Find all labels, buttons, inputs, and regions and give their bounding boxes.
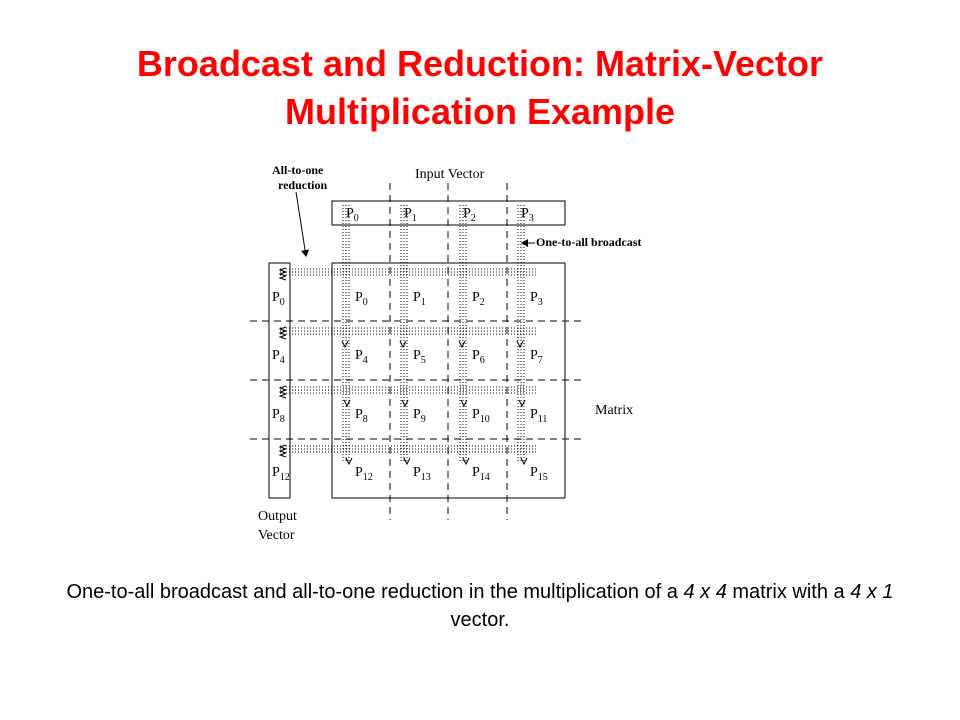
- matrix-process-label: $P_1$: [413, 290, 426, 308]
- matrix-process-label: $P_0$: [355, 290, 368, 308]
- input-vector-process-label: $P_0$: [346, 206, 359, 224]
- matrix-process-label: $P_2$: [472, 290, 485, 308]
- slide-title: [0, 40, 960, 136]
- output-vector-process-label: $P_8$: [272, 407, 285, 425]
- input-vector-process-label: $P_3$: [521, 206, 534, 224]
- output-vector-process-label: $P_0$: [272, 290, 285, 308]
- caption-dimension-matrix: 4 x 4: [683, 581, 727, 603]
- output-vector-label-line-1: Output: [258, 509, 297, 524]
- slide-title-line-1: Broadcast and Reduction: Matrix-Vector: [136, 43, 824, 84]
- one-to-all-label: One-to-all broadcast: [536, 235, 642, 249]
- communication-lines: [280, 205, 538, 464]
- slide-title-line-2: Multiplication Example: [284, 91, 676, 132]
- output-vector-process-label: $P_4$: [272, 348, 285, 366]
- matrix-process-label: $P_{10}$: [472, 407, 490, 425]
- reduction-arrow-mark: [280, 394, 286, 398]
- matrix-vector-diagram: [240, 158, 690, 553]
- matrix-process-label: $P_{13}$: [413, 465, 431, 483]
- output-vector-label-line-2: Vector: [258, 528, 295, 543]
- all-to-one-arrow: [296, 192, 306, 256]
- matrix-process-label: $P_{12}$: [355, 465, 373, 483]
- reduction-arrow-mark: [280, 453, 286, 457]
- figure-caption: [40, 578, 920, 634]
- matrix-process-label: $P_7$: [530, 348, 543, 366]
- input-vector-process-label: $P_1$: [404, 206, 417, 224]
- matrix-process-label: $P_4$: [355, 348, 368, 366]
- output-vector-process-label: $P_{12}$: [272, 465, 290, 483]
- reduction-arrow-mark: [280, 335, 286, 339]
- matrix-process-label: $P_6$: [472, 348, 485, 366]
- all-to-one-label-line-1: All-to-one: [272, 163, 324, 177]
- matrix-process-label: $P_{11}$: [530, 407, 548, 425]
- all-to-one-label-line-2: reduction: [278, 178, 328, 192]
- matrix-process-label: $P_{14}$: [472, 465, 490, 483]
- caption-dimension-vector: 4 x 1: [850, 581, 894, 603]
- caption-part-2: matrix with a: [726, 581, 851, 603]
- matrix-process-label: $P_3$: [530, 290, 543, 308]
- matrix-process-label: $P_5$: [413, 348, 426, 366]
- matrix-process-label: $P_{15}$: [530, 465, 548, 483]
- matrix-label: Matrix: [595, 403, 634, 418]
- matrix-process-label: $P_8$: [355, 407, 368, 425]
- reduction-arrow-mark: [280, 276, 286, 280]
- caption-part-1: One-to-all broadcast and all-to-one reduction in the multiplication of a: [66, 581, 684, 603]
- input-vector-label: Input Vector: [415, 167, 485, 182]
- caption-part-3: vector.: [450, 609, 510, 631]
- matrix-process-label: $P_9$: [413, 407, 426, 425]
- process-labels: [272, 206, 548, 483]
- input-vector-process-label: $P_2$: [463, 206, 476, 224]
